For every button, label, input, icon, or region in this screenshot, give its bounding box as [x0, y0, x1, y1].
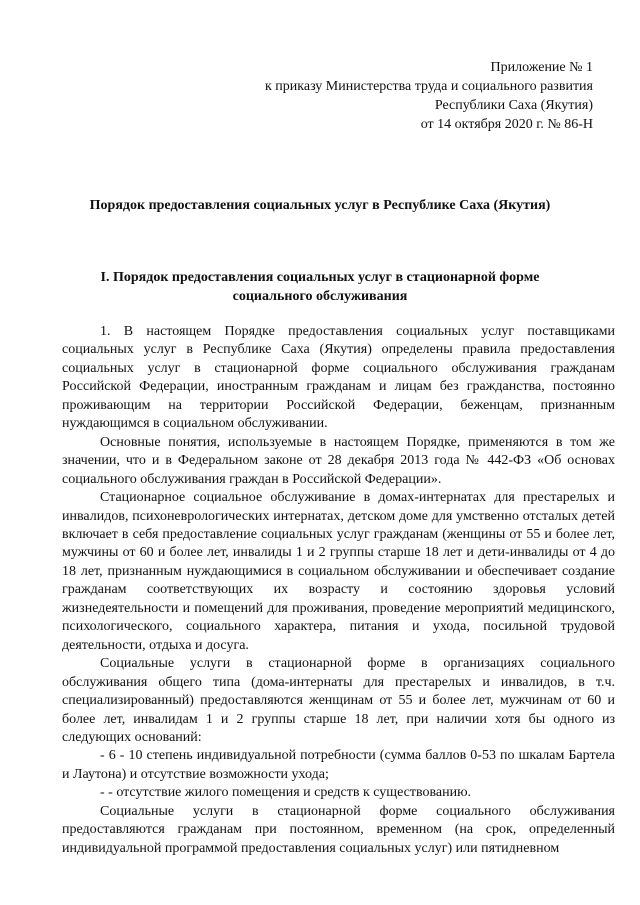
document-body — [62, 323, 615, 858]
annex-number: Приложение № 1 — [490, 60, 593, 75]
section-heading: I. Порядок предоставления социальных услуг в стационарной форме социального обслуживания — [100, 270, 540, 304]
paragraph: Стационарное социальное обслуживание в домах-интернатах для престарелых и инвалидов, психоневрологических интернатах, детском доме для умственно отсталых детей включает в себя предоставление социальных услуг гражданам (женщины от 55 и более лет, мужчины от 60 и более лет, инвалиды 1 и 2 группы старше 18 лет и дети-инвалиды от 4 до 18 лет, признанным нуждающимися в социальном обслуживании и обеспечивает создание гражданам соответствующих их возрасту и состоянию здоровья условий жизнедеятельности и помещений для проживания, проведение мероприятий медицинского, психологического, социального характера, питания и ухода, посильной трудовой деятельности, отдыха и досуга. — [62, 490, 615, 653]
paragraph: - - отсутствие жилого помещения и средств к существованию. — [100, 785, 472, 801]
paragraph: Основные понятия, используемые в настоящем Порядке, применяются в том же значении, что и в Федеральном законе от 28 декабря 2013 года № 442-ФЗ «Об основах социального обслуживания граждан в Российской Федерации». — [62, 434, 615, 487]
paragraph: - 6 - 10 степень индивидуальной потребности (сумма баллов 0-53 по шкалам Бартела и Лаутона) и отсутствие возможности ухода; — [62, 748, 615, 782]
annex-header — [265, 58, 593, 134]
annex-order-ref: к приказу Министерства труда и социального развития — [264, 79, 593, 94]
paragraph: Социальные услуги в стационарной форме социального обслуживания предоставляются гражданам при постоянном, временном (на срок, определенный индивидуальной программой предоставления социальных услуг) или пятидневном — [62, 803, 615, 856]
paragraph: Социальные услуги в стационарной форме в организациях социального обслуживания общего типа (дома-интернаты для престарелых и инвалидов, в т.ч. специализированный) предоставляются женщинам от 55 и более лет, мужчинам от 60 и более лет, инвалидам 1 и 2 группы старше 18 лет, при наличии хотя бы одного из следующих оснований: — [62, 656, 615, 745]
document-title: Порядок предоставления социальных услуг в Республике Саха (Якутия) — [89, 198, 551, 213]
paragraph: 1. В настоящем Порядке предоставления социальных услуг поставщиками социальных услуг в Республике Саха (Якутия) определены правила предоставления социальных услуг в стационарной форме социального обслуживания гражданам Российской Федерации, иностранным гражданам и лицам без гражданства, постоянно проживающим на территории Российской Федерации, беженцам, признанным нуждающимся в социальном обслуживании. — [62, 324, 615, 432]
annex-date: от 14 октября 2020 г. № 86-Н — [420, 117, 593, 132]
annex-region: Республики Саха (Якутия) — [434, 98, 593, 113]
